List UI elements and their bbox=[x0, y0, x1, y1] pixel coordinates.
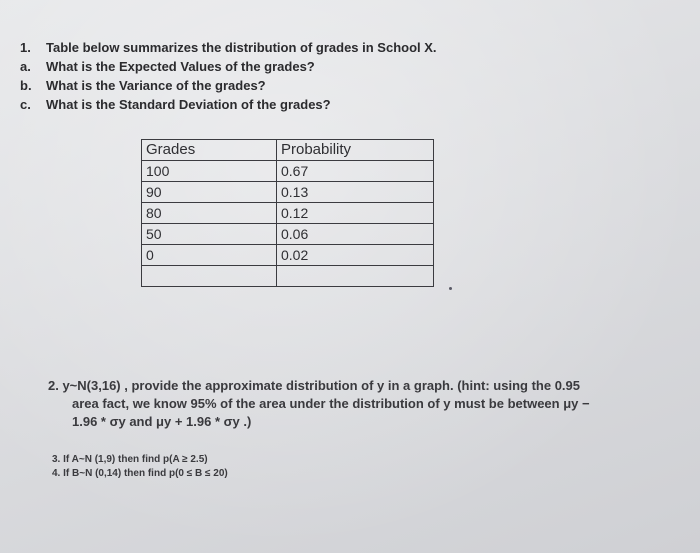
header-grades: Grades bbox=[142, 140, 277, 161]
question-1-part-c bbox=[20, 95, 437, 114]
grade-cell: 100 bbox=[142, 161, 277, 182]
probability-cell: 0.02 bbox=[277, 245, 434, 266]
probability-cell: 0.13 bbox=[277, 182, 434, 203]
header-probability: Probability bbox=[277, 140, 434, 161]
question-1-text: Table below summarizes the distribution of grades in School X. bbox=[46, 40, 437, 55]
question-2-line-3: 1.96 * σy and μy + 1.96 * σy .) bbox=[72, 414, 252, 429]
table-row bbox=[142, 203, 434, 224]
probability-cell: 0.12 bbox=[277, 203, 434, 224]
question-1-stem bbox=[20, 38, 437, 57]
question-3: 3. If A~N (1,9) then find p(A ≥ 2.5) bbox=[52, 454, 208, 465]
table-row bbox=[142, 161, 434, 182]
grade-cell bbox=[142, 266, 277, 287]
ink-dot bbox=[449, 287, 452, 290]
question-2 bbox=[48, 377, 688, 431]
question-2-line-2: area fact, we know 95% of the area under the distribution of y must be between μy − bbox=[72, 396, 590, 411]
table-row-empty bbox=[142, 266, 434, 287]
part-text: What is the Expected Values of the grades? bbox=[46, 59, 315, 74]
question-1-number: 1. bbox=[20, 40, 31, 55]
grade-cell: 50 bbox=[142, 224, 277, 245]
question-1 bbox=[20, 38, 437, 114]
part-label: b. bbox=[20, 78, 32, 93]
grades-probability-table bbox=[141, 139, 434, 287]
questions-3-4 bbox=[52, 453, 228, 481]
probability-cell: 0.06 bbox=[277, 224, 434, 245]
part-text: What is the Standard Deviation of the grades? bbox=[46, 97, 331, 112]
table-row bbox=[142, 224, 434, 245]
grade-cell: 90 bbox=[142, 182, 277, 203]
part-text: What is the Variance of the grades? bbox=[46, 78, 266, 93]
table-header-row bbox=[142, 140, 434, 161]
grade-cell: 80 bbox=[142, 203, 277, 224]
part-label: c. bbox=[20, 97, 31, 112]
grade-cell: 0 bbox=[142, 245, 277, 266]
table-row bbox=[142, 182, 434, 203]
table-row bbox=[142, 245, 434, 266]
probability-cell: 0.67 bbox=[277, 161, 434, 182]
probability-cell bbox=[277, 266, 434, 287]
question-2-line-1: 2. y~N(3,16) , provide the approximate distribution of y in a graph. (hint: using the 0.95 bbox=[48, 378, 580, 393]
question-4: 4. If B~N (0,14) then find p(0 ≤ B ≤ 20) bbox=[52, 468, 228, 479]
part-label: a. bbox=[20, 59, 31, 74]
question-1-part-a bbox=[20, 57, 437, 76]
question-1-part-b bbox=[20, 76, 437, 95]
